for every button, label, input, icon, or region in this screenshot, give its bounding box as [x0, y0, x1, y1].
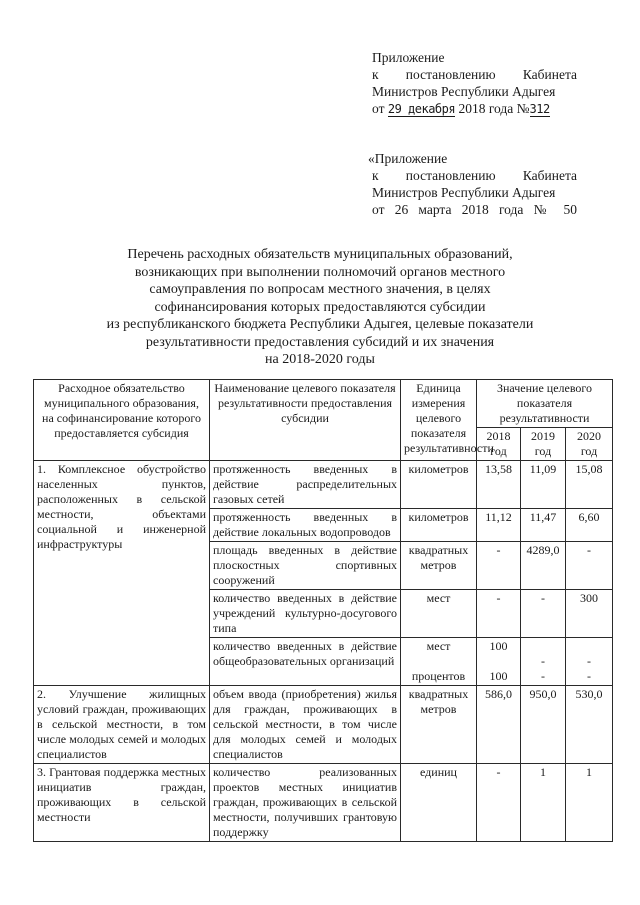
header-year-2018: 2018 год	[477, 428, 521, 461]
unit-cell: километров	[401, 461, 477, 509]
indicator-cell: количество реализованных проектов местных инициатив граждан, проживающих в сельской местности, получивших грантовую поддержку	[210, 764, 401, 842]
value-2019-cell: 4289,0	[521, 542, 566, 590]
title-line: на 2018-2020 годы	[265, 352, 375, 367]
value-2018-cell: 13,58	[477, 461, 521, 509]
title-line: возникающих при выполнении полномочий органов местного	[134, 264, 506, 280]
indicator-cell: объем ввода (приобретения) жилья для граждан, проживающих в сельской местности, в том числе для молодых семей и молодых специалистов	[210, 686, 401, 764]
appendix-new-w1: постановлению	[405, 67, 496, 82]
appendix-old-date-w2: 26	[394, 202, 409, 217]
value-text: -	[587, 654, 592, 668]
appendix-old-line1: «Приложение	[368, 151, 448, 166]
appendix-new-number-handwritten: 312	[529, 102, 550, 116]
document-title	[100, 246, 540, 369]
appendix-old-k: к	[372, 168, 379, 183]
table-row	[34, 686, 613, 764]
obligations-table	[33, 379, 613, 842]
value-2020-cell: 15,08	[566, 461, 613, 509]
unit-cell: единиц	[401, 764, 477, 842]
appendix-new-date	[372, 100, 577, 118]
value-text: -	[587, 669, 592, 683]
unit-cell: квадратных метров	[401, 686, 477, 764]
appendix-new	[372, 49, 577, 118]
value-2020-cell: 530,0	[566, 686, 613, 764]
indicator-cell: протяженность введенных в действие локальных водопроводов	[210, 509, 401, 542]
indicator-cell: количество введенных в действие общеобразовательных организаций	[210, 638, 401, 686]
title-line: софинансирования которых предоставляются субсидии	[154, 299, 486, 315]
appendix-new-line2	[372, 66, 577, 83]
header-obligation: Расходное обязательство муниципального образования, на софинансирование которого предоставляется субсидия	[34, 380, 210, 461]
appendix-old-date-w4: 2018	[461, 202, 489, 217]
title-line: из республиканского бюджета Республики Адыгея, целевые показатели	[106, 317, 534, 332]
header-value: Значение целевого показателя результативности	[477, 380, 613, 428]
appendix-old-date-w3: марта	[418, 202, 452, 217]
indicator-cell: количество введенных в действие учреждений культурно-досугового типа	[210, 590, 401, 638]
value-2020-cell: 6,60	[566, 509, 613, 542]
value-2019-cell	[521, 638, 566, 686]
appendix-old-date	[368, 201, 577, 218]
table-row	[34, 764, 613, 842]
value-2020-cell: 300	[566, 590, 613, 638]
unit-cell: квадратных метров	[401, 542, 477, 590]
table-row	[34, 461, 613, 509]
title-line: результативности предоставления субсидий и их значения	[145, 334, 495, 350]
value-text: 100	[489, 669, 508, 683]
appendix-old-w2: Кабинета	[522, 168, 578, 183]
appendix-new-k: к	[372, 67, 379, 82]
unit-value: мест	[426, 639, 451, 653]
title-line: Перечень расходных обязательств муниципальных образований,	[127, 247, 513, 262]
unit-cell: километров	[401, 509, 477, 542]
appendix-old-w1: постановлению	[405, 168, 496, 183]
value-2020-cell: -	[566, 542, 613, 590]
value-2018-cell	[477, 638, 521, 686]
value-2019-cell: -	[521, 590, 566, 638]
value-2018-cell: 11,12	[477, 509, 521, 542]
value-text: -	[541, 654, 545, 668]
appendix-old-date-w1: от	[372, 202, 385, 217]
value-2020-cell: 1	[566, 764, 613, 842]
appendix-old-date-w6: №	[533, 202, 554, 217]
appendix-new-w2: Кабинета	[522, 67, 578, 82]
appendix-old	[368, 150, 577, 218]
unit-value: процентов	[411, 669, 466, 683]
header-indicator: Наименование целевого показателя результативности предоставления субсидии	[210, 380, 401, 461]
indicator-cell: площадь введенных в действие плоскостных спортивных сооружений	[210, 542, 401, 590]
value-2018-cell: -	[477, 590, 521, 638]
value-2019-cell: 950,0	[521, 686, 566, 764]
value-2018-cell: 586,0	[477, 686, 521, 764]
value-text: 100	[489, 639, 508, 653]
title-line: самоуправления по вопросам местного значения, в целях	[149, 282, 491, 297]
value-2019-cell: 11,09	[521, 461, 566, 509]
value-2019-cell: 1	[521, 764, 566, 842]
unit-cell: мест	[401, 590, 477, 638]
appendix-old-line3: Министров Республики Адыгея	[372, 185, 556, 200]
unit-cell	[401, 638, 477, 686]
indicator-cell: протяженность введенных в действие распределительных газовых сетей	[210, 461, 401, 509]
appendix-old-line2	[368, 167, 577, 184]
obligation-cell: 2. Улучшение жилищных условий граждан, проживающих в сельской местности, в том числе молодых семей и молодых специалистов	[34, 686, 210, 764]
value-text: -	[541, 669, 545, 683]
obligation-cell: 1. Комплексное обустройство населенных пунктов, расположенных в сельской местности, объектами социальной и инженерной инфраструктуры	[34, 461, 210, 686]
header-unit: Единица измерения целевого показателя результативности	[401, 380, 477, 461]
appendix-new-line3: Министров Республики Адыгея	[372, 84, 556, 99]
value-2019-cell: 11,47	[521, 509, 566, 542]
value-2018-cell: -	[477, 542, 521, 590]
appendix-old-date-w7: 50	[563, 202, 578, 217]
header-year-2020: 2020 год	[566, 428, 613, 461]
value-2020-cell	[566, 638, 613, 686]
appendix-old-date-w5: года	[498, 202, 524, 217]
value-2018-cell: -	[477, 764, 521, 842]
table-header-row	[34, 380, 613, 428]
header-year-2019: 2019 год	[521, 428, 566, 461]
appendix-new-date-mid: 2018 года №	[458, 101, 530, 116]
appendix-new-line1: Приложение	[372, 50, 445, 65]
appendix-new-date-handwritten: 29 декабря	[387, 102, 456, 116]
obligation-cell: 3. Грантовая поддержка местных инициатив граждан, проживающих в сельской местности	[34, 764, 210, 842]
appendix-new-date-prefix: от	[372, 101, 385, 116]
